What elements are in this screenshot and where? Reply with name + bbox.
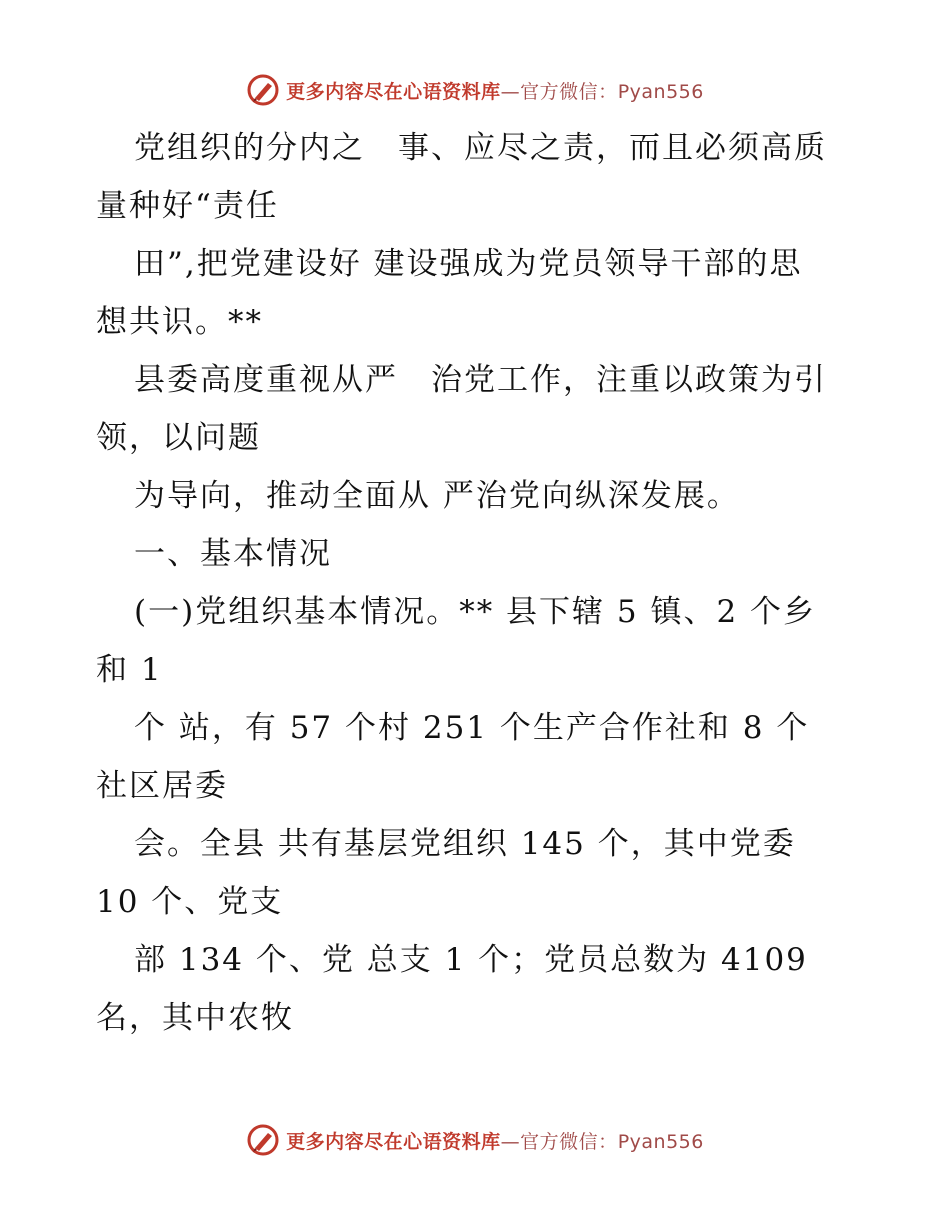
text-line: 和 1 bbox=[96, 652, 163, 688]
footer-dash: — bbox=[500, 1130, 521, 1153]
text-line: 县委高度重视从严 治党工作，注重以政策为引 bbox=[134, 362, 827, 398]
text-line: 为导向，推动全面从 严治党向纵深发展。 bbox=[134, 478, 740, 514]
footer-banner bbox=[0, 1120, 950, 1160]
header-wechat-id: Pyan556 bbox=[617, 80, 704, 103]
footer-text bbox=[286, 1127, 704, 1154]
pen-logo-icon bbox=[246, 1123, 280, 1157]
text-line: 部 134 个、党 总支 1 个；党员总数为 4109 bbox=[134, 942, 808, 978]
footer-wechat-label: 官方微信： bbox=[520, 1130, 618, 1153]
text-line: (一)党组织基本情况。** 县下辖 5 镇、2 个乡 bbox=[134, 594, 817, 630]
text-line: 量种好“责任 bbox=[96, 188, 279, 224]
text-line: 领，以问题 bbox=[96, 420, 261, 456]
header-brand: 更多内容尽在心语资料库 bbox=[286, 80, 501, 103]
text-line: 想共识。** bbox=[96, 304, 263, 340]
text-line: 名，其中农牧 bbox=[96, 1000, 294, 1036]
text-line: 田”,把党建设好 建设强成为党员领导干部的思 bbox=[134, 246, 803, 282]
header-dash: — bbox=[500, 80, 521, 103]
text-line: 会。全县 共有基层党组织 145 个，其中党委 bbox=[134, 826, 796, 862]
section-heading: 一、基本情况 bbox=[134, 536, 332, 572]
text-line: 个 站，有 57 个村 251 个生产合作社和 8 个 bbox=[134, 710, 810, 746]
text-line: 党组织的分内之 事、应尽之责，而且必须高质 bbox=[134, 130, 827, 166]
footer-wechat-id: Pyan556 bbox=[617, 1130, 704, 1153]
header-wechat-label: 官方微信： bbox=[520, 80, 618, 103]
text-line: 10 个、党支 bbox=[96, 884, 284, 920]
footer-brand: 更多内容尽在心语资料库 bbox=[286, 1130, 501, 1153]
text-line: 社区居委 bbox=[96, 768, 228, 804]
